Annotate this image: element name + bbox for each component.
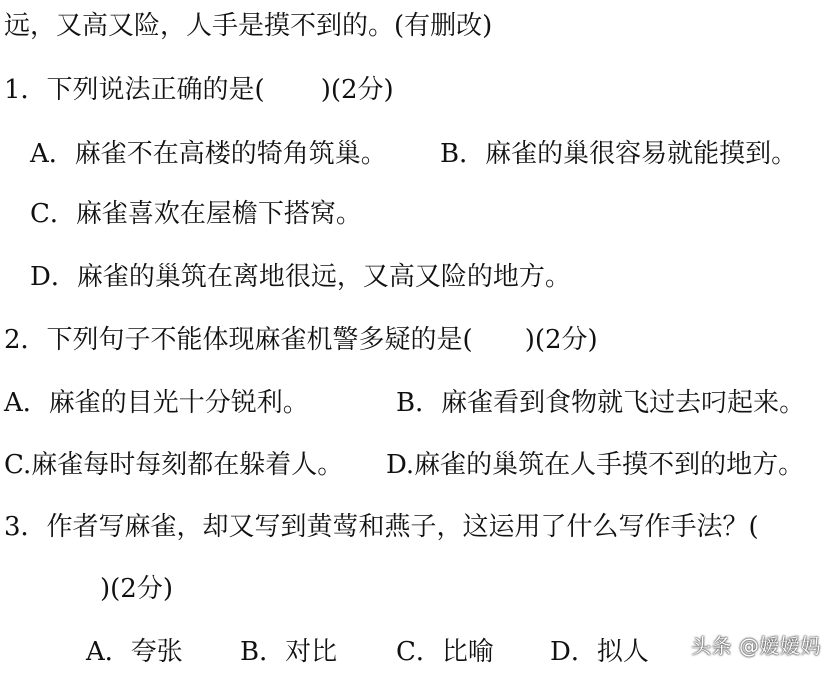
question-3-stem	[4, 511, 759, 543]
question-2-stem-text: 2．下列句子不能体现麻雀机警多疑的是(	[4, 325, 473, 355]
question-1-option-a-text: A．麻雀不在高楼的犄角筑巢。	[30, 139, 387, 169]
question-1-stem	[4, 74, 394, 106]
question-3-option-d-text: D．拟人	[550, 637, 649, 667]
question-1-option-d	[30, 261, 571, 293]
question-2-option-d	[386, 449, 804, 481]
question-1-option-c-text: C．麻雀喜欢在屋檐下搭窝。	[30, 199, 362, 229]
question-1-option-d-text: D．麻雀的巢筑在离地很远，又高又险的地方。	[30, 262, 571, 292]
question-2-option-d-text: D.麻雀的巢筑在人手摸不到的地方。	[386, 450, 805, 480]
question-2-option-c	[4, 449, 343, 481]
question-1-option-b-text: B．麻雀的巢很容易就能摸到。	[440, 139, 798, 169]
question-3-option-c	[396, 636, 494, 668]
question-1-option-b	[440, 138, 797, 170]
question-2-option-b	[396, 387, 805, 419]
question-3-option-a-text: A．夸张	[86, 637, 183, 667]
passage-ending	[4, 10, 492, 42]
question-3-stem-continued	[100, 573, 173, 605]
passage-ending-text: 远，又高又险，人手是摸不到的。(有删改)	[4, 11, 493, 41]
question-3-score: )(2分)	[100, 574, 173, 604]
question-2-option-a-text: A．麻雀的目光十分锐利。	[4, 388, 309, 418]
question-2-score: )(2分)	[524, 325, 598, 355]
question-1-stem-text: 1．下列说法正确的是(	[4, 75, 265, 105]
question-1-option-c	[30, 198, 362, 230]
question-2-stem	[4, 324, 598, 356]
source-watermark: 头条 @嫒嫒妈	[691, 634, 821, 658]
question-3-option-b-text: B．对比	[240, 637, 338, 667]
question-3-stem-text: 3．作者写麻雀，却又写到黄莺和燕子，这运用了什么写作手法？(	[4, 512, 759, 542]
question-1-option-a	[30, 138, 387, 170]
question-2-option-b-text: B．麻雀看到食物就飞过去叼起来。	[396, 388, 806, 418]
question-3-option-c-text: C．比喻	[396, 637, 494, 667]
question-2-option-a	[4, 387, 309, 419]
question-2-option-c-text: C.麻雀每时每刻都在躲着人。	[4, 450, 344, 480]
question-3-option-b	[240, 636, 337, 668]
question-3-option-a	[86, 636, 183, 668]
question-1-score: )(2分)	[320, 75, 394, 105]
question-3-option-d	[550, 636, 649, 668]
